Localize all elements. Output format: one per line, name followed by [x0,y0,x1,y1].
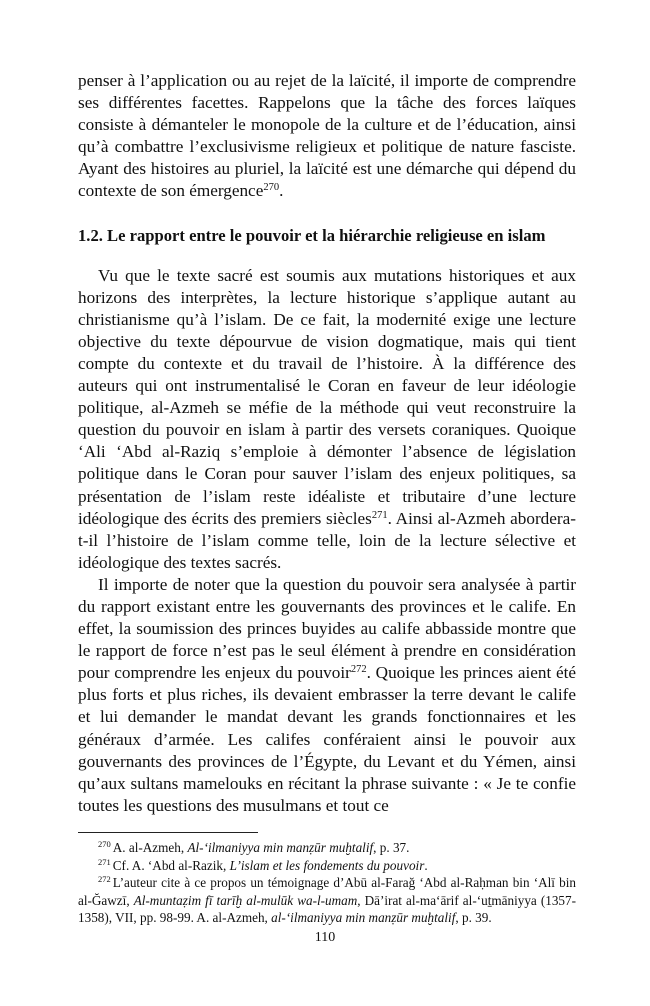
section-heading: 1.2. Le rapport entre le pouvoir et la hiérarchie religieuse en islam [78,225,546,245]
footnote-text: Cf. A. ‘Abd al-Razik, [112,857,230,873]
paragraph-text: Il importe de noter que la question du pouvoir sera analysée à partir du rapport existant entre les gouvernants des provinces et le calife. En effet, la soumission des princes buyides au calife abbasside montre que le rapport de force n’est pas le seul élément à prendre en considération pour comprendre les enjeux du pouvoir [78,574,576,683]
footnote-text-end: . [424,857,428,873]
paragraph-body-2 [78,574,576,817]
footnote-ref-270[interactable]: 270 [263,182,280,194]
footnote-ref-272[interactable]: 272 [350,664,367,676]
footnote-271 [78,857,576,875]
footnote-title: L’islam et les fondements du pouvoir [229,857,425,873]
paragraph-text-end: . Quoique les princes aient été plus forts et plus riches, ils devaient embrasser la terre devant le calife et lui demander le mandat devant les grands fonctionnaires et les généraux d’armée. Les califes conféraient ainsi le pouvoir aux gouvernants des provinces de l’Égypte, du Levant et du Yémen, ainsi qu’aux sultans mamelouks en récitant la phrase suivante : « Je te confie toutes les questions des musulmans et tout ce [78,663,576,815]
footnote-270 [78,839,576,857]
footnote-separator [78,832,258,833]
footnote-text-end: , p. 37. [373,839,410,855]
paragraph-text: Vu que le texte sacré est soumis aux mutations historiques et aux horizons des interprètes, la lecture historique s’applique autant au christianisme qu’à l’islam. De ce fait, la modernité exige une lecture objective du texte dépourvue de vision dogmatique, mais qui tient compte du contexte et du travail de l’histoire. À la différence des auteurs qui ont instrumentalisé le Coran en faveur de leur idéologie politique, al-Azmeh se méfie de la méthode qui veut reconstruire la question du pouvoir en islam à partir des versets coraniques. Quoique ‘Ali ‘Abd al-Raziq s’emploie à démonter l’absence de législation politique dans le Coran pour sauver l’islam des enjeux politiques, sa présentation de l’islam reste idéaliste et tributaire d’une lecture idéologique des écrits des premiers siècles [78,265,576,528]
page-number: 110 [314,930,336,945]
paragraph-text-end: . Ainsi al-Azmeh abordera-t-il l’histoire de l’islam comme telle, loin de la lecture sélective et idéologique des textes sacrés. [78,508,576,572]
page-content [78,70,576,927]
footnote-number: 272 [98,874,111,885]
footnote-number: 271 [98,856,111,867]
paragraph-text-end: . [279,181,284,201]
footnote-272 [78,874,576,927]
footnote-ref-271[interactable]: 271 [371,509,388,521]
footnotes [78,839,576,927]
footnote-number: 270 [98,838,111,849]
footnote-title: Al-muntaẓim fī tarīḫ al-mulūk wa-l-umam [133,892,358,908]
footnote-text-mid: , Dā’irat al-ma‘ārif al-‘uṯmāniyya (1357-1358), VII, pp. 98-99. A. al-Azmeh, [78,892,576,926]
footnote-text-end: , p. 39. [455,910,492,926]
footnote-title-2: al-‘ilmaniyya min manẓūr muḫtalif [271,910,456,926]
paragraph-text: penser à l’application ou au rejet de la laïcité, il importe de comprendre ses différentes facettes. Rappelons que la tâche des forces laïques consiste à démanteler le monopole de la culture et de l’éducation, ainsi qu’à combattre l’exclusivisme religieux et politique de nature fasciste. Ayant des histoires au pluriel, la laïcité est une démarche qui dépend du contexte de son émergence [78,71,576,201]
footnote-title: Al-‘ilmaniyya min manẓūr muḫtalif [187,839,374,855]
footnote-text: A. al-Azmeh, [112,839,188,855]
paragraph-body-1 [78,265,576,574]
paragraph-opening [78,70,576,203]
footnote-text: L’auteur cite à ce propos un témoignage d’Abū al-Farağ ‘Abd al-Raḥman bin ‘Alī bin al-Ğawzī, [78,875,576,908]
